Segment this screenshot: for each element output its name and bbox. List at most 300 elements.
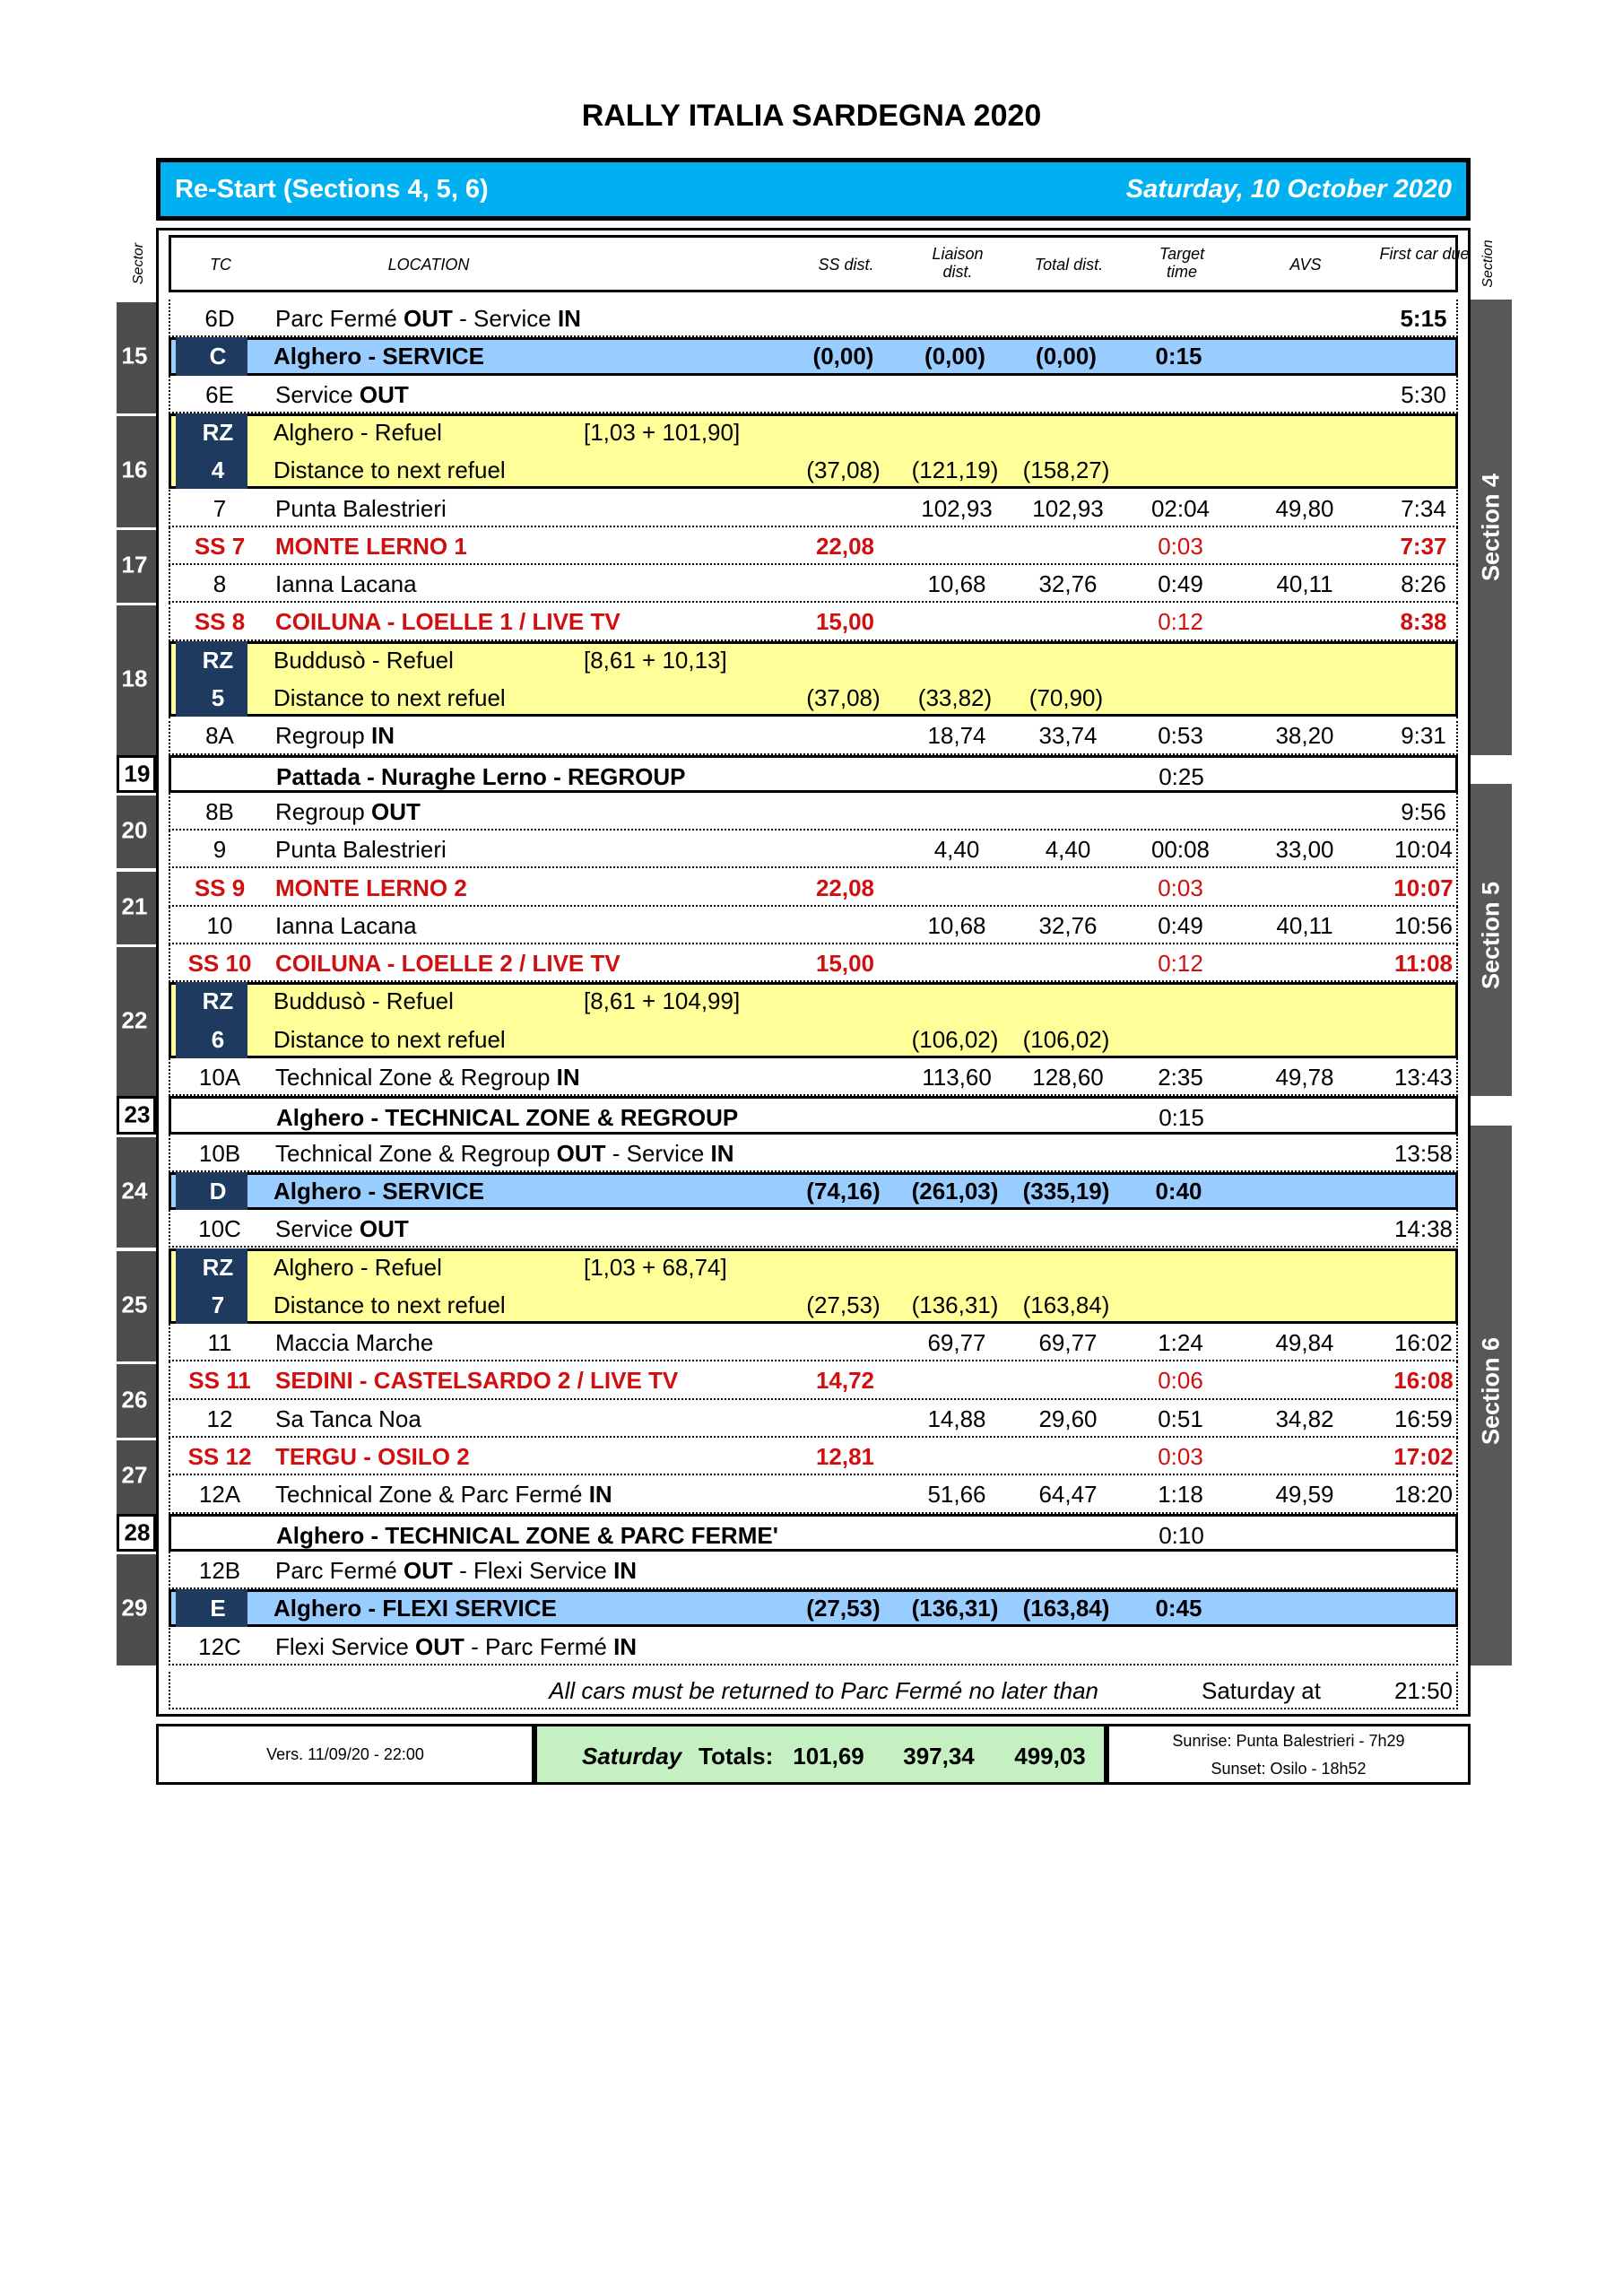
sector-number: 23 [124, 1100, 151, 1128]
liaison-distance: 4,40 [933, 836, 980, 864]
sector-number: 29 [121, 1594, 148, 1622]
total-distance: (106,02) [1022, 1025, 1110, 1053]
location [275, 603, 621, 640]
table-row [169, 1552, 1458, 1589]
target-time: 0:49 [1158, 570, 1203, 598]
ss-distance: 22,08 [815, 532, 875, 560]
tc-code: 12 [206, 1405, 233, 1432]
table-row [169, 565, 1458, 603]
tc-code: RZ [202, 646, 234, 674]
ss-distance: (27,53) [806, 1595, 881, 1622]
total-distance: (158,27) [1022, 457, 1110, 484]
first-car-due: 14:38 [1393, 1215, 1454, 1243]
location-text: Distance to next refuel [273, 457, 506, 484]
table-row [169, 490, 1458, 527]
liaison-distance: (0,00) [924, 343, 985, 370]
header-target-time: Target time [1159, 245, 1205, 281]
sector-number: 19 [124, 760, 151, 787]
location [273, 679, 506, 717]
location-text: Parc Fermé [275, 1556, 404, 1584]
location-text: Flexi Service [275, 1632, 416, 1660]
location-text: Alghero - SERVICE [273, 1177, 485, 1205]
target-time: 0:03 [1158, 874, 1203, 901]
location [273, 1589, 557, 1627]
tc-code: 8B [205, 797, 234, 825]
day-banner [156, 158, 1471, 221]
table-row [169, 717, 1458, 754]
target-time: 0:06 [1158, 1367, 1203, 1395]
first-car-due: 10:07 [1393, 874, 1454, 901]
target-time: 0:10 [1159, 1521, 1204, 1549]
location [273, 337, 484, 375]
location [273, 1248, 442, 1286]
location-part: OUT [359, 380, 409, 408]
location [275, 1058, 580, 1096]
liaison-distance: (33,82) [917, 684, 993, 711]
location [276, 758, 686, 796]
refuel-distances: [8,61 + 10,13] [584, 646, 727, 674]
location-text: Maccia Marche [275, 1329, 434, 1357]
target-time: 0:53 [1158, 722, 1203, 750]
tc-code: 8 [213, 570, 227, 598]
location [275, 1400, 421, 1438]
ss-distance: 14,72 [815, 1367, 875, 1395]
average-speed: 49,80 [1275, 494, 1334, 522]
table-row [169, 413, 1458, 451]
ss-distance: (74,16) [806, 1177, 881, 1205]
table-row [169, 337, 1458, 375]
tc-code: C [209, 343, 227, 370]
location-text: Service [275, 380, 360, 408]
tc-code: RZ [202, 987, 234, 1015]
location-text: Ianna Lacana [275, 911, 417, 939]
total-distance: 32,76 [1038, 911, 1098, 939]
first-car-due: 10:04 [1393, 836, 1454, 864]
tc-code: 7 [211, 1291, 225, 1318]
location-text: Technical Zone & Parc Fermé [275, 1481, 589, 1509]
table-row [169, 982, 1458, 1020]
total-distance: 33,74 [1038, 722, 1098, 750]
section-bar [1471, 300, 1512, 755]
location-text: Ianna Lacana [275, 570, 417, 598]
location-text: COILUNA - LOELLE 1 / LIVE TV [275, 608, 621, 636]
first-car-due: 13:43 [1393, 1064, 1454, 1091]
location-part: - Service [605, 1139, 711, 1167]
section-bar [1471, 784, 1512, 1096]
sector-number: 28 [124, 1518, 151, 1546]
target-time: 0:51 [1158, 1405, 1203, 1432]
table-row [169, 679, 1458, 717]
location-part: - Service [452, 305, 558, 332]
location-text: Regroup [275, 722, 371, 750]
tc-code: 11 [207, 1329, 232, 1357]
location [275, 1324, 433, 1361]
liaison-distance: 51,66 [927, 1481, 986, 1509]
table-row [169, 376, 1458, 413]
sector-number: 20 [121, 816, 148, 844]
table-row [169, 907, 1458, 944]
location [273, 1021, 506, 1058]
liaison-distance: 102,93 [921, 494, 993, 522]
location-part: IN [557, 305, 581, 332]
target-time: 0:40 [1155, 1177, 1202, 1205]
location-text: Alghero - Refuel [273, 418, 442, 446]
target-time: 0:03 [1158, 532, 1203, 560]
table-row [169, 1210, 1458, 1248]
location [275, 1552, 637, 1589]
liaison-distance: (121,19) [911, 457, 999, 484]
ss-distance: 15,00 [815, 950, 875, 978]
first-car-due: 5:15 [1400, 305, 1447, 332]
sector-number: 16 [121, 456, 148, 483]
location-text: Regroup [275, 797, 371, 825]
first-car-due: 9:56 [1401, 797, 1446, 825]
tc-code: D [209, 1177, 227, 1205]
average-speed: 49,78 [1275, 1064, 1334, 1091]
sector-column-label: Sector [131, 242, 146, 285]
total-distance: (70,90) [1028, 684, 1104, 711]
totals-day: Saturday [582, 1743, 682, 1770]
location-part: IN [613, 1556, 638, 1584]
location-text: Pattada - Nuraghe Lerno - REGROUP [276, 762, 686, 790]
sector-number: 21 [121, 892, 148, 920]
target-time: 2:35 [1158, 1064, 1203, 1091]
section-label: Section 4 [1477, 473, 1505, 581]
location [273, 1172, 484, 1210]
location-part: OUT [415, 1632, 464, 1660]
location [275, 717, 395, 754]
table-row [169, 1400, 1458, 1438]
total-distance: (163,84) [1022, 1291, 1110, 1318]
section-label: Section 6 [1477, 1336, 1505, 1445]
section-label: Section 5 [1477, 882, 1505, 990]
location-part: IN [613, 1632, 638, 1660]
target-time: 0:03 [1158, 1443, 1203, 1470]
location-text: Alghero - FLEXI SERVICE [273, 1595, 557, 1622]
first-car-due: 16:02 [1393, 1329, 1454, 1357]
target-time: 1:24 [1158, 1329, 1203, 1357]
location [275, 869, 467, 907]
location-part: - Parc Fermé [464, 1632, 614, 1660]
table-row [169, 300, 1458, 337]
tc-code: 10A [198, 1064, 241, 1091]
header-first-car-due: First car due [1379, 245, 1470, 263]
tc-code: RZ [202, 418, 234, 446]
target-time: 0:12 [1158, 950, 1203, 978]
liaison-distance: (261,03) [911, 1177, 999, 1205]
refuel-distances: [1,03 + 68,74] [584, 1253, 727, 1281]
target-time: 0:25 [1159, 762, 1204, 790]
sector-number: 18 [121, 665, 148, 692]
parc-ferme-time: 21:50 [1393, 1677, 1454, 1704]
location [273, 451, 506, 489]
average-speed: 33,00 [1275, 836, 1334, 864]
liaison-distance: (106,02) [911, 1025, 999, 1053]
first-car-due: 5:30 [1401, 380, 1446, 408]
location-text: Alghero - TECHNICAL ZONE & PARC FERME' [276, 1521, 778, 1549]
first-car-due: 16:59 [1393, 1405, 1454, 1432]
sunset-text: Sunset: Osilo - 18h52 [1211, 1760, 1367, 1778]
liaison-distance: (136,31) [911, 1291, 999, 1318]
header-ss-dist: SS dist. [818, 256, 874, 274]
average-speed: 40,11 [1276, 911, 1333, 939]
location [275, 565, 417, 603]
location-text: MONTE LERNO 1 [275, 532, 467, 560]
liaison-distance: 18,74 [927, 722, 986, 750]
sector-bar [117, 603, 156, 754]
location-part: IN [710, 1139, 734, 1167]
location-part: IN [588, 1481, 612, 1509]
first-car-due: 8:26 [1401, 570, 1446, 598]
location-part: IN [556, 1064, 580, 1091]
liaison-distance: 69,77 [927, 1329, 986, 1357]
total-distance: (163,84) [1022, 1595, 1110, 1622]
tc-code: E [210, 1595, 226, 1622]
table-row [169, 1475, 1458, 1513]
ss-distance: (37,08) [806, 684, 881, 711]
parc-ferme-note-row [169, 1672, 1458, 1709]
totals-ss: 101,69 [793, 1743, 864, 1770]
sector-number: 15 [121, 342, 148, 370]
location [275, 1210, 409, 1248]
sector-bar [117, 1514, 156, 1552]
total-distance: (0,00) [1036, 343, 1097, 370]
banner-date: Saturday, 10 October 2020 [1125, 175, 1452, 204]
target-time: 0:49 [1158, 911, 1203, 939]
location-text: Buddusò - Refuel [273, 987, 454, 1015]
tc-code: SS 8 [194, 608, 246, 636]
header-location: LOCATION [387, 256, 470, 274]
first-car-due: 17:02 [1393, 1443, 1454, 1470]
section-bar [1471, 1126, 1512, 1665]
sun-times-box [1107, 1724, 1471, 1785]
tc-code: 7 [213, 494, 227, 522]
sector-bar [117, 755, 156, 793]
table-row [169, 1286, 1458, 1324]
total-distance: 69,77 [1038, 1329, 1098, 1357]
target-time: 00:08 [1150, 836, 1211, 864]
tc-code: 6E [205, 380, 234, 408]
location-text: Parc Fermé [275, 305, 404, 332]
table-row [169, 1058, 1458, 1096]
table-row [169, 1361, 1458, 1399]
tc-code: 10 [206, 911, 233, 939]
table-row [169, 1135, 1458, 1172]
target-time: 0:15 [1155, 343, 1202, 370]
location-text: Distance to next refuel [273, 1025, 506, 1053]
location [275, 1628, 637, 1665]
location [276, 1517, 778, 1554]
table-row [169, 793, 1458, 831]
location-text: Punta Balestrieri [275, 494, 447, 522]
total-distance: 102,93 [1032, 494, 1104, 522]
table-row [169, 1589, 1458, 1627]
location [275, 1361, 678, 1399]
totals-total: 499,03 [1014, 1743, 1086, 1770]
first-car-due: 16:08 [1393, 1367, 1454, 1395]
location [275, 300, 581, 337]
sector-number: 17 [121, 551, 148, 578]
tc-code: 6 [211, 1025, 225, 1053]
first-car-due: 10:56 [1393, 911, 1454, 939]
sector-bar [117, 1135, 156, 1248]
location-text: Alghero - TECHNICAL ZONE & REGROUP [276, 1104, 739, 1132]
location-part: OUT [370, 797, 421, 825]
tc-code: 12B [198, 1556, 241, 1584]
table-row [169, 1248, 1458, 1286]
tc-code: SS 11 [188, 1367, 251, 1395]
sector-bar [117, 793, 156, 869]
tc-code: 9 [213, 836, 227, 864]
location-part: OUT [556, 1139, 606, 1167]
table-row [169, 1324, 1458, 1361]
location [275, 907, 417, 944]
table-row [169, 1514, 1458, 1552]
ss-distance: (0,00) [812, 343, 874, 370]
location-text: SEDINI - CASTELSARDO 2 / LIVE TV [275, 1367, 679, 1395]
liaison-distance: (136,31) [911, 1595, 999, 1622]
location [275, 1475, 612, 1513]
first-car-due: 7:34 [1401, 494, 1446, 522]
location-text: COILUNA - LOELLE 2 / LIVE TV [275, 950, 621, 978]
location-text: Service [275, 1215, 360, 1243]
table-row [169, 1438, 1458, 1475]
sector-bar [117, 1438, 156, 1514]
location-text: MONTE LERNO 2 [275, 874, 467, 901]
location [273, 413, 442, 451]
parc-ferme-day: Saturday at [1202, 1677, 1321, 1704]
location-part: OUT [404, 1556, 453, 1584]
refuel-distances: [1,03 + 101,90] [584, 418, 741, 446]
total-distance: 128,60 [1032, 1064, 1104, 1091]
table-row [169, 1628, 1458, 1665]
sector-bar [117, 1552, 156, 1665]
location [275, 527, 467, 565]
tc-code: SS 9 [194, 874, 246, 901]
first-car-due: 11:08 [1393, 950, 1454, 978]
sector-bar [117, 413, 156, 527]
liaison-distance: 10,68 [927, 570, 986, 598]
table-row [169, 869, 1458, 907]
location [273, 641, 454, 679]
table-row [169, 1096, 1458, 1134]
location-part: OUT [359, 1215, 409, 1243]
sector-number: 26 [121, 1386, 148, 1413]
location-text: Alghero - Refuel [273, 1253, 442, 1281]
tc-code: 12C [198, 1632, 241, 1660]
location-text: Alghero - SERVICE [273, 343, 485, 370]
location [275, 944, 621, 982]
target-time: 1:18 [1158, 1481, 1203, 1509]
tc-code: RZ [202, 1253, 234, 1281]
target-time: 0:45 [1155, 1595, 1202, 1622]
banner-restart: Re-Start (Sections 4, 5, 6) [175, 175, 489, 204]
table-row [169, 1172, 1458, 1210]
tc-code: SS 10 [187, 950, 252, 978]
tc-code: 4 [211, 457, 225, 484]
location-text: Distance to next refuel [273, 1291, 506, 1318]
ss-distance: (27,53) [806, 1291, 881, 1318]
ss-distance: (37,08) [806, 457, 881, 484]
location-text: TERGU - OSILO 2 [275, 1443, 470, 1470]
first-car-due: 8:38 [1400, 608, 1447, 636]
liaison-distance: 113,60 [922, 1064, 992, 1091]
tc-code: 8A [205, 722, 234, 750]
location-part: OUT [404, 305, 453, 332]
header-liaison-dist: Liaison dist. [932, 245, 984, 281]
total-distance: 32,76 [1038, 570, 1098, 598]
table-header [169, 235, 1470, 292]
first-car-due: 9:31 [1401, 722, 1446, 750]
location [275, 490, 447, 527]
location [275, 831, 447, 868]
ss-distance: 22,08 [815, 874, 875, 901]
sector-number: 27 [121, 1461, 148, 1489]
header-avs: AVS [1289, 256, 1322, 274]
first-car-due: 7:37 [1400, 532, 1447, 560]
liaison-distance: 10,68 [927, 911, 986, 939]
sunrise-text: Sunrise: Punta Balestrieri - 7h29 [1172, 1732, 1405, 1750]
location [275, 1438, 470, 1475]
tc-code: 10B [198, 1139, 241, 1167]
table-row [169, 451, 1458, 489]
header-tc: TC [210, 256, 231, 274]
tc-code: 12A [198, 1481, 241, 1509]
ss-distance: 12,81 [815, 1443, 875, 1470]
tc-code: 6D [204, 305, 235, 332]
table-row [169, 641, 1458, 679]
location [273, 982, 454, 1020]
total-distance: 29,60 [1038, 1405, 1098, 1432]
tc-code: 5 [211, 684, 225, 711]
sector-bar [117, 1361, 156, 1438]
table-row [169, 755, 1458, 793]
refuel-distances: [8,61 + 104,99] [584, 987, 741, 1015]
sector-bar [117, 300, 156, 413]
location [275, 376, 409, 413]
sector-number: 24 [121, 1177, 148, 1205]
table-row [169, 944, 1458, 982]
totals-box [534, 1724, 1107, 1785]
table-row [169, 603, 1458, 640]
table-row [169, 527, 1458, 565]
liaison-distance: 14,88 [927, 1405, 986, 1432]
total-distance: (335,19) [1022, 1177, 1110, 1205]
first-car-due: 18:20 [1393, 1481, 1454, 1509]
location-part: IN [370, 722, 395, 750]
totals-liaison: 397,34 [903, 1743, 975, 1770]
target-time: 0:12 [1158, 608, 1203, 636]
parc-ferme-note: All cars must be returned to Parc Fermé no later than [549, 1677, 1098, 1704]
average-speed: 49,84 [1275, 1329, 1334, 1357]
location [276, 1099, 738, 1136]
target-time: 0:15 [1159, 1104, 1204, 1132]
header-total-dist: Total dist. [1034, 256, 1104, 274]
section-column-label: Section [1480, 239, 1496, 288]
location-text: Punta Balestrieri [275, 836, 447, 864]
sector-bar [117, 944, 156, 1096]
sector-bar [117, 1096, 156, 1134]
sector-bar [117, 869, 156, 945]
ss-distance: 15,00 [815, 608, 875, 636]
total-distance: 64,47 [1038, 1481, 1098, 1509]
totals-word: Totals: [699, 1743, 774, 1770]
tc-code: SS 12 [187, 1443, 252, 1470]
sector-bar [117, 1248, 156, 1362]
sector-bar [117, 527, 156, 604]
location-text: Buddusò - Refuel [273, 646, 454, 674]
location-part: - Flexi Service [452, 1556, 614, 1584]
